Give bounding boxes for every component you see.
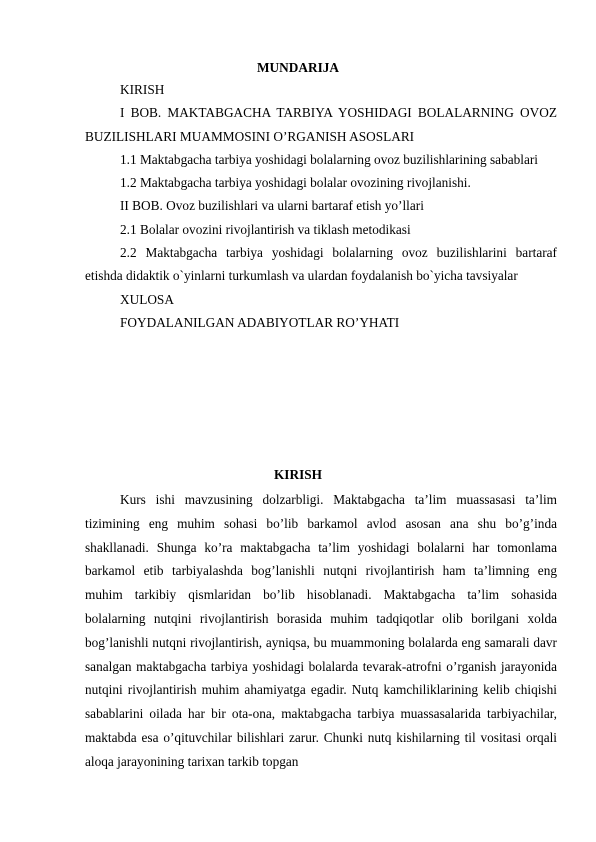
toc-item-chapter-1: I BOB. MAKTABGACHA TARBIYA YOSHIDAGI BOLALARNING OVOZ BUZILISHLARI MUAMMOSINI O’RGANISH ASOSLARI (85, 105, 557, 144)
toc-item-section-2-1: 2.1 Bolalar ovozini rivojlantirish va tiklash metodikasi (120, 221, 411, 237)
toc-item-section-1-2: 1.2 Maktabgacha tarbiya yoshidagi bolalar ovozining rivojlanishi. (120, 175, 471, 191)
intro-body (85, 488, 557, 774)
table-of-contents (85, 78, 557, 334)
toc-item-section-2-2: 2.2 Maktabgacha tarbiya yoshidagi bolalarning ovoz buzilishlarini bartaraf etishda didaktik o`yinlarni turkumlash va ulardan foydalanish bo`yicha tavsiyalar (85, 245, 557, 284)
intro-title: KIRISH (273, 467, 323, 482)
toc-item-intro: KIRISH (120, 82, 165, 97)
toc-item-section-1-1: 1.1 Maktabgacha tarbiya yoshidagi bolalarning ovoz buzilishlarining sabablari (120, 151, 538, 167)
toc-title: MUNDARIJA (257, 60, 339, 75)
toc-item-chapter-2: II BOB. Ovoz buzilishlari va ularni bartaraf etish yo’llari (120, 198, 424, 214)
toc-item-conclusion: XULOSA (120, 291, 174, 307)
toc-item-references: FOYDALANILGAN ADABIYOTLAR RO’YHATI (120, 314, 400, 330)
intro-paragraph: Kurs ishi mavzusining dolzarbligi. Maktabgacha ta’lim muassasasi ta’lim tizimining eng muhim sohasi bo’lib barkamol avlod asosan ana shu bo’g’inda shakllanadi. Shunga ko’ra maktabgacha ta’lim yoshidagi bolalarni har tomonlama barkamol etib tarbiyalashda bog’lanishli nutqni rivojlantirish ham ta’limning eng muhim tarkibiy qismlaridan bo’lib hisoblanadi. Maktabgacha ta’lim sohasida bolalarning nutqini rivojlantirish borasida muhim tadqiqotlar olib borilgani xolda bog’lanishli nutqni rivojlantirish, ayniqsa, bu muammoning bolalarda eng samarali davr sanalgan maktabgacha tarbiya yoshidagi bolalarda tevarak-atrofni o’rganish jarayonida nutqini rivojlantirish muhim ahamiyatga egadir. Nutq kamchiliklarining kelib chiqishi sabablarini oilada har bir ota-ona, maktabgacha tarbiya muassasalarida tarbiyachilar, maktabda esa o’qituvchilar bilishlari zarur. Chunki nutq kishilarning til vositasi orqali aloqa jarayonining tarixan tarkib topgan (85, 492, 557, 769)
